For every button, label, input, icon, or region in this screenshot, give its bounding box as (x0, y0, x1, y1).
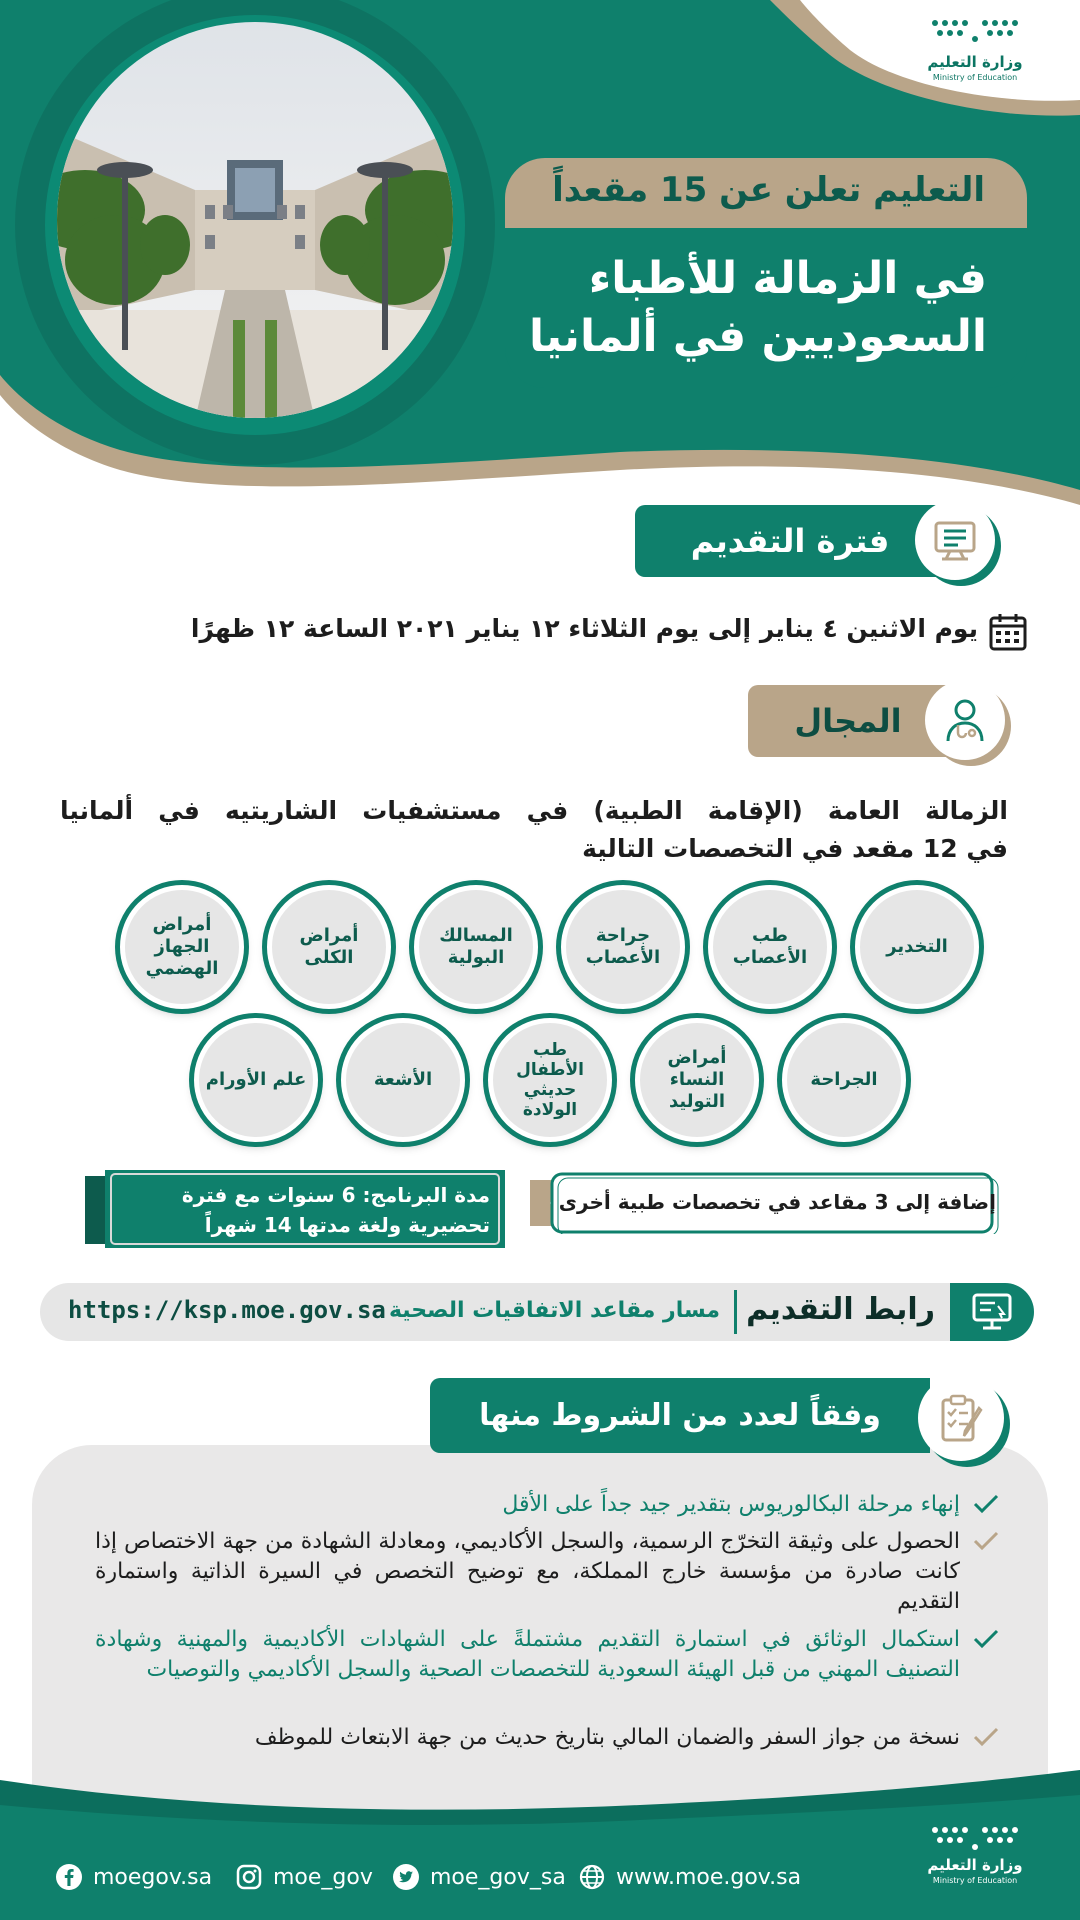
footer-instagram-text: moe_gov (273, 1864, 373, 1890)
footer-website-link[interactable] (578, 1862, 801, 1892)
specialty-neurosurgery: جراحة الأعصاب (561, 885, 685, 1009)
specialty-nephrology: أمراض الكلى (267, 885, 391, 1009)
footer-website-text: www.moe.gov.sa (616, 1864, 802, 1890)
instagram-icon (235, 1863, 263, 1891)
footer-facebook-text: moegov.sa (93, 1864, 213, 1890)
field-description-line2: في 12 مقعد في التخصصات التالية (582, 834, 1008, 863)
application-period-heading: فترة التقديم (635, 505, 945, 577)
apply-link-icon-badge (950, 1283, 1034, 1341)
logo-text-en: Ministry of Education (932, 73, 1018, 82)
ministry-building-photo (55, 20, 455, 420)
apply-link-url[interactable]: https://ksp.moe.gov.sa (68, 1296, 386, 1324)
field-heading: المجال (748, 685, 948, 757)
condition-item-3 (95, 1625, 960, 1685)
application-dates: يوم الاثنين ٤ يناير إلى يوم الثلاثاء ١٢ يناير ٢٠٢١ الساعة ١٢ ظهرًا (190, 614, 978, 643)
monitor-icon (971, 1292, 1013, 1332)
specialty-neonatology: طب الأطفال حديثي الولادة (488, 1018, 612, 1142)
footer-twitter-text: moe_gov_sa (430, 1864, 566, 1890)
checkmark-icon (972, 1492, 1000, 1516)
clipboard-checklist-icon (935, 1392, 987, 1444)
specialty-oncology: علم الأورام (194, 1018, 318, 1142)
checkmark-icon (972, 1627, 1000, 1651)
specialty-urology: المسالك البولية (414, 885, 538, 1009)
computer-form-icon (930, 515, 980, 565)
footer-instagram-link[interactable] (235, 1862, 373, 1892)
apply-link-divider (734, 1290, 737, 1334)
application-period-badge (915, 500, 995, 580)
condition-text: نسخة من جواز السفر والضمان المالي بتاريخ حديث من جهة الابتعاث للموظف (254, 1725, 960, 1750)
doctor-icon (940, 695, 990, 745)
field-description-line1: الزمالة العامة (الإقامة الطبية) في مستشفيات الشاريتيه في ألمانيا (60, 796, 1008, 825)
title-line-germany: السعوديين في ألمانيا (528, 311, 987, 362)
footer-twitter-link[interactable] (392, 1862, 566, 1892)
extra-seats-text: إضافة إلى 3 مقاعد في تخصصات طبية أخرى (558, 1190, 996, 1214)
facebook-icon (55, 1863, 83, 1891)
program-duration: مدة البرنامج: 6 سنوات مع فترة تحضيرية ولغة مدتها 14 شهراً (181, 1183, 490, 1237)
footer-logo-en: Ministry of Education (932, 1876, 1018, 1885)
specialty-anesthesia: التخدير (855, 885, 979, 1009)
specialty-neurology: طب الأعصاب (708, 885, 832, 1009)
condition-text: إنهاء مرحلة البكالوريوس بتقدير جيد جداً على الأقل (502, 1492, 960, 1517)
apply-link-track: مسار مقاعد الاتفاقيات الصحية (388, 1298, 720, 1323)
calendar-icon (988, 612, 1028, 652)
condition-item-1 (95, 1490, 960, 1520)
footer-logo-ar: وزارة التعليم (927, 1856, 1023, 1874)
field-badge (925, 680, 1005, 760)
logo-text-ar: وزارة التعليم (927, 53, 1023, 71)
condition-item-2 (95, 1527, 960, 1617)
globe-icon (578, 1863, 606, 1891)
conditions-heading: وفقاً لعدد من الشروط منها (430, 1378, 930, 1453)
condition-text: الحصول على وثيقة التخرّج الرسمية، والسجل الأكاديمي، ومعادلة الشهادة من جهة الاختصاص إذا كانت صادرة من مؤسسة خارج المملكة، مع توضيح التخصص في السيرة الذاتية واستمارة التقديم (95, 1529, 960, 1614)
specialty-obgyn: أمراض النساء التوليد (635, 1018, 759, 1142)
specialty-surgery: الجراحة (782, 1018, 906, 1142)
footer-logo (905, 1822, 1045, 1885)
specialty-radiology: الأشعة (341, 1018, 465, 1142)
field-description (60, 792, 1008, 868)
title-main (505, 228, 1027, 388)
logo-dots-icon (925, 15, 1025, 43)
checkmark-icon (972, 1725, 1000, 1749)
logo-dots-icon (925, 1822, 1025, 1852)
twitter-icon (392, 1863, 420, 1891)
condition-text: استكمال الوثائق في استمارة التقديم مشتملةً على الشهادات الأكاديمية والمهنية وشهادة التصنيف المهني من قبل الهيئة السعودية للتخصصات الصحية والسجل الأكاديمي والتوصيات (95, 1627, 960, 1682)
footer-facebook-link[interactable] (55, 1862, 212, 1892)
condition-item-4 (95, 1723, 960, 1753)
title-line-fellowship: في الزمالة للأطباء (588, 253, 987, 304)
ministry-logo (905, 15, 1045, 90)
title-seats: التعليم تعلن عن 15 مقعداً (505, 158, 1027, 230)
conditions-badge (918, 1375, 1004, 1461)
checkmark-icon (972, 1529, 1000, 1553)
specialty-gastroenterology: أمراض الجهاز الهضمي (120, 885, 244, 1009)
apply-link-label: رابط التقديم (746, 1292, 935, 1327)
